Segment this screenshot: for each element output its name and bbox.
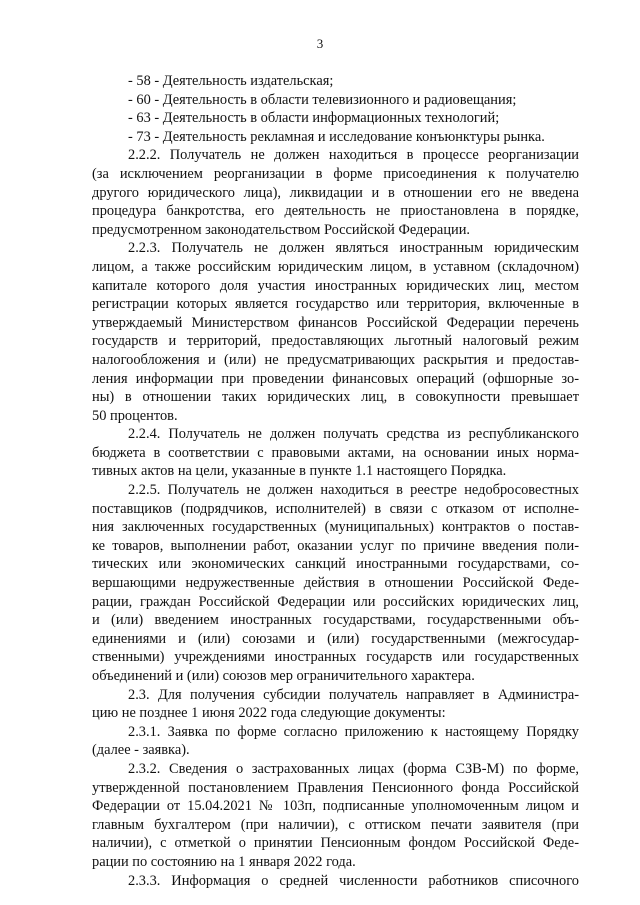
text-line: - 63 - Деятельность в области информационных технологий; [128,110,500,127]
text-line: бюджета в соответствии с правовыми актами, на основании иных норма- [92,444,579,461]
text-line: (далее - заявка). [92,742,190,759]
text-line: 2.3. Для получения субсидии получатель направляет в Администра- [128,686,579,703]
text-line: - 58 - Деятельность издательская; [128,73,334,89]
text-line: Федерации от 15.04.2021 № 103п, подписанные уполномоченным лицом и [92,798,579,815]
text-line: - 73 - Деятельность рекламная и исследование конъюнктуры рынка. [128,128,545,145]
text-line: утвержденной постановлением Правления Пенсионного фонда Российской [92,779,579,796]
text-line: наличии), с отметкой о принятии Пенсионным фондом Российской Феде- [92,835,579,852]
text-line: тивных актов на цели, указанные в пункте 1.1 настоящего Порядка. [92,463,507,480]
text-line: 2.2.5. Получатель не должен находиться в реестре недобросовестных [128,482,579,499]
text-line: 2.3.3. Информация о средней численности работников списочного [128,872,579,889]
text-line: государств и территорий, предоставляющих льготный налоговый режим [92,333,579,350]
text-line: 2.3.1. Заявка по форме согласно приложению к настоящему Порядку [128,723,579,740]
text-line: объединений и (или) союзов мер ограничительного характера. [92,668,475,684]
document-body [92,72,579,890]
text-line: ственными) учреждениями иностранных государств или государственных [92,649,579,666]
text-line: и (или) введением иностранных государствами, государственными объ- [92,612,579,629]
text-line: другого юридического лица), ликвидации и в отношении его не введена [92,184,579,201]
text-line: - 60 - Деятельность в области телевизионного и радиовещания; [128,91,517,108]
text-line: утверждаемый Министерством финансов Российской Федерации перечень [92,314,579,331]
text-line: рации, граждан Российской Федерации или российских юридических лиц, [92,593,579,610]
text-line: лицом, а также российским юридическим лицом, в уставном (складочном) [92,258,579,275]
text-line: ке товаров, выполнении работ, оказании услуг по причине введения поли- [92,537,579,554]
text-line: (за исключением реорганизации в форме присоединения к получателю [92,165,579,182]
text-line: предусмотренном законодательством Российской Федерации. [92,221,471,238]
text-line: 50 процентов. [92,407,178,424]
text-line: капитале которого доля участия иностранных юридических лиц, местом [92,277,579,294]
text-line: рации по состоянию на 1 января 2022 года. [92,853,356,870]
text-line: вершающими недружественные действия в отношении Российской Феде- [92,575,579,592]
text-line: поставщиков (подрядчиков, исполнителей) в связи с отказом от исполне- [92,500,579,517]
text-line: регистрации которых является государство или территория, включенные в [92,296,579,313]
text-line: цию не позднее 1 июня 2022 года следующие документы: [92,705,446,722]
text-line: 2.2.4. Получатель не должен получать средства из республиканского [128,426,579,443]
page-number: 3 [316,36,324,51]
text-line: ния заключенных государственных (муниципальных) контрактов о постав- [92,519,579,536]
text-line: 2.3.2. Сведения о застрахованных лицах (форма СЗВ-М) по форме, [128,760,579,777]
text-line: тических или экономических санкций иностранными государствами, со- [92,556,579,573]
text-line: главным бухгалтером (при наличии), с оттиском печати заявителя (при [92,816,579,833]
text-line: единениями и (или) союзами и (или) государственными (межгосудар- [92,630,579,647]
text-line: ны) в отношении таких юридических лиц, в совокупности превышает [92,389,579,406]
text-line: налогообложения и (или) не предусматривающих раскрытия и предостав- [92,351,579,368]
text-line: ления информации при проведении финансовых операций (офшорные зо- [92,370,579,387]
text-line: 2.2.3. Получатель не должен являться иностранным юридическим [128,240,579,257]
text-line: 2.2.2. Получатель не должен находиться в процессе реорганизации [128,147,579,164]
text-line: процедура банкротства, его деятельность не приостановлена в порядке, [92,203,579,220]
